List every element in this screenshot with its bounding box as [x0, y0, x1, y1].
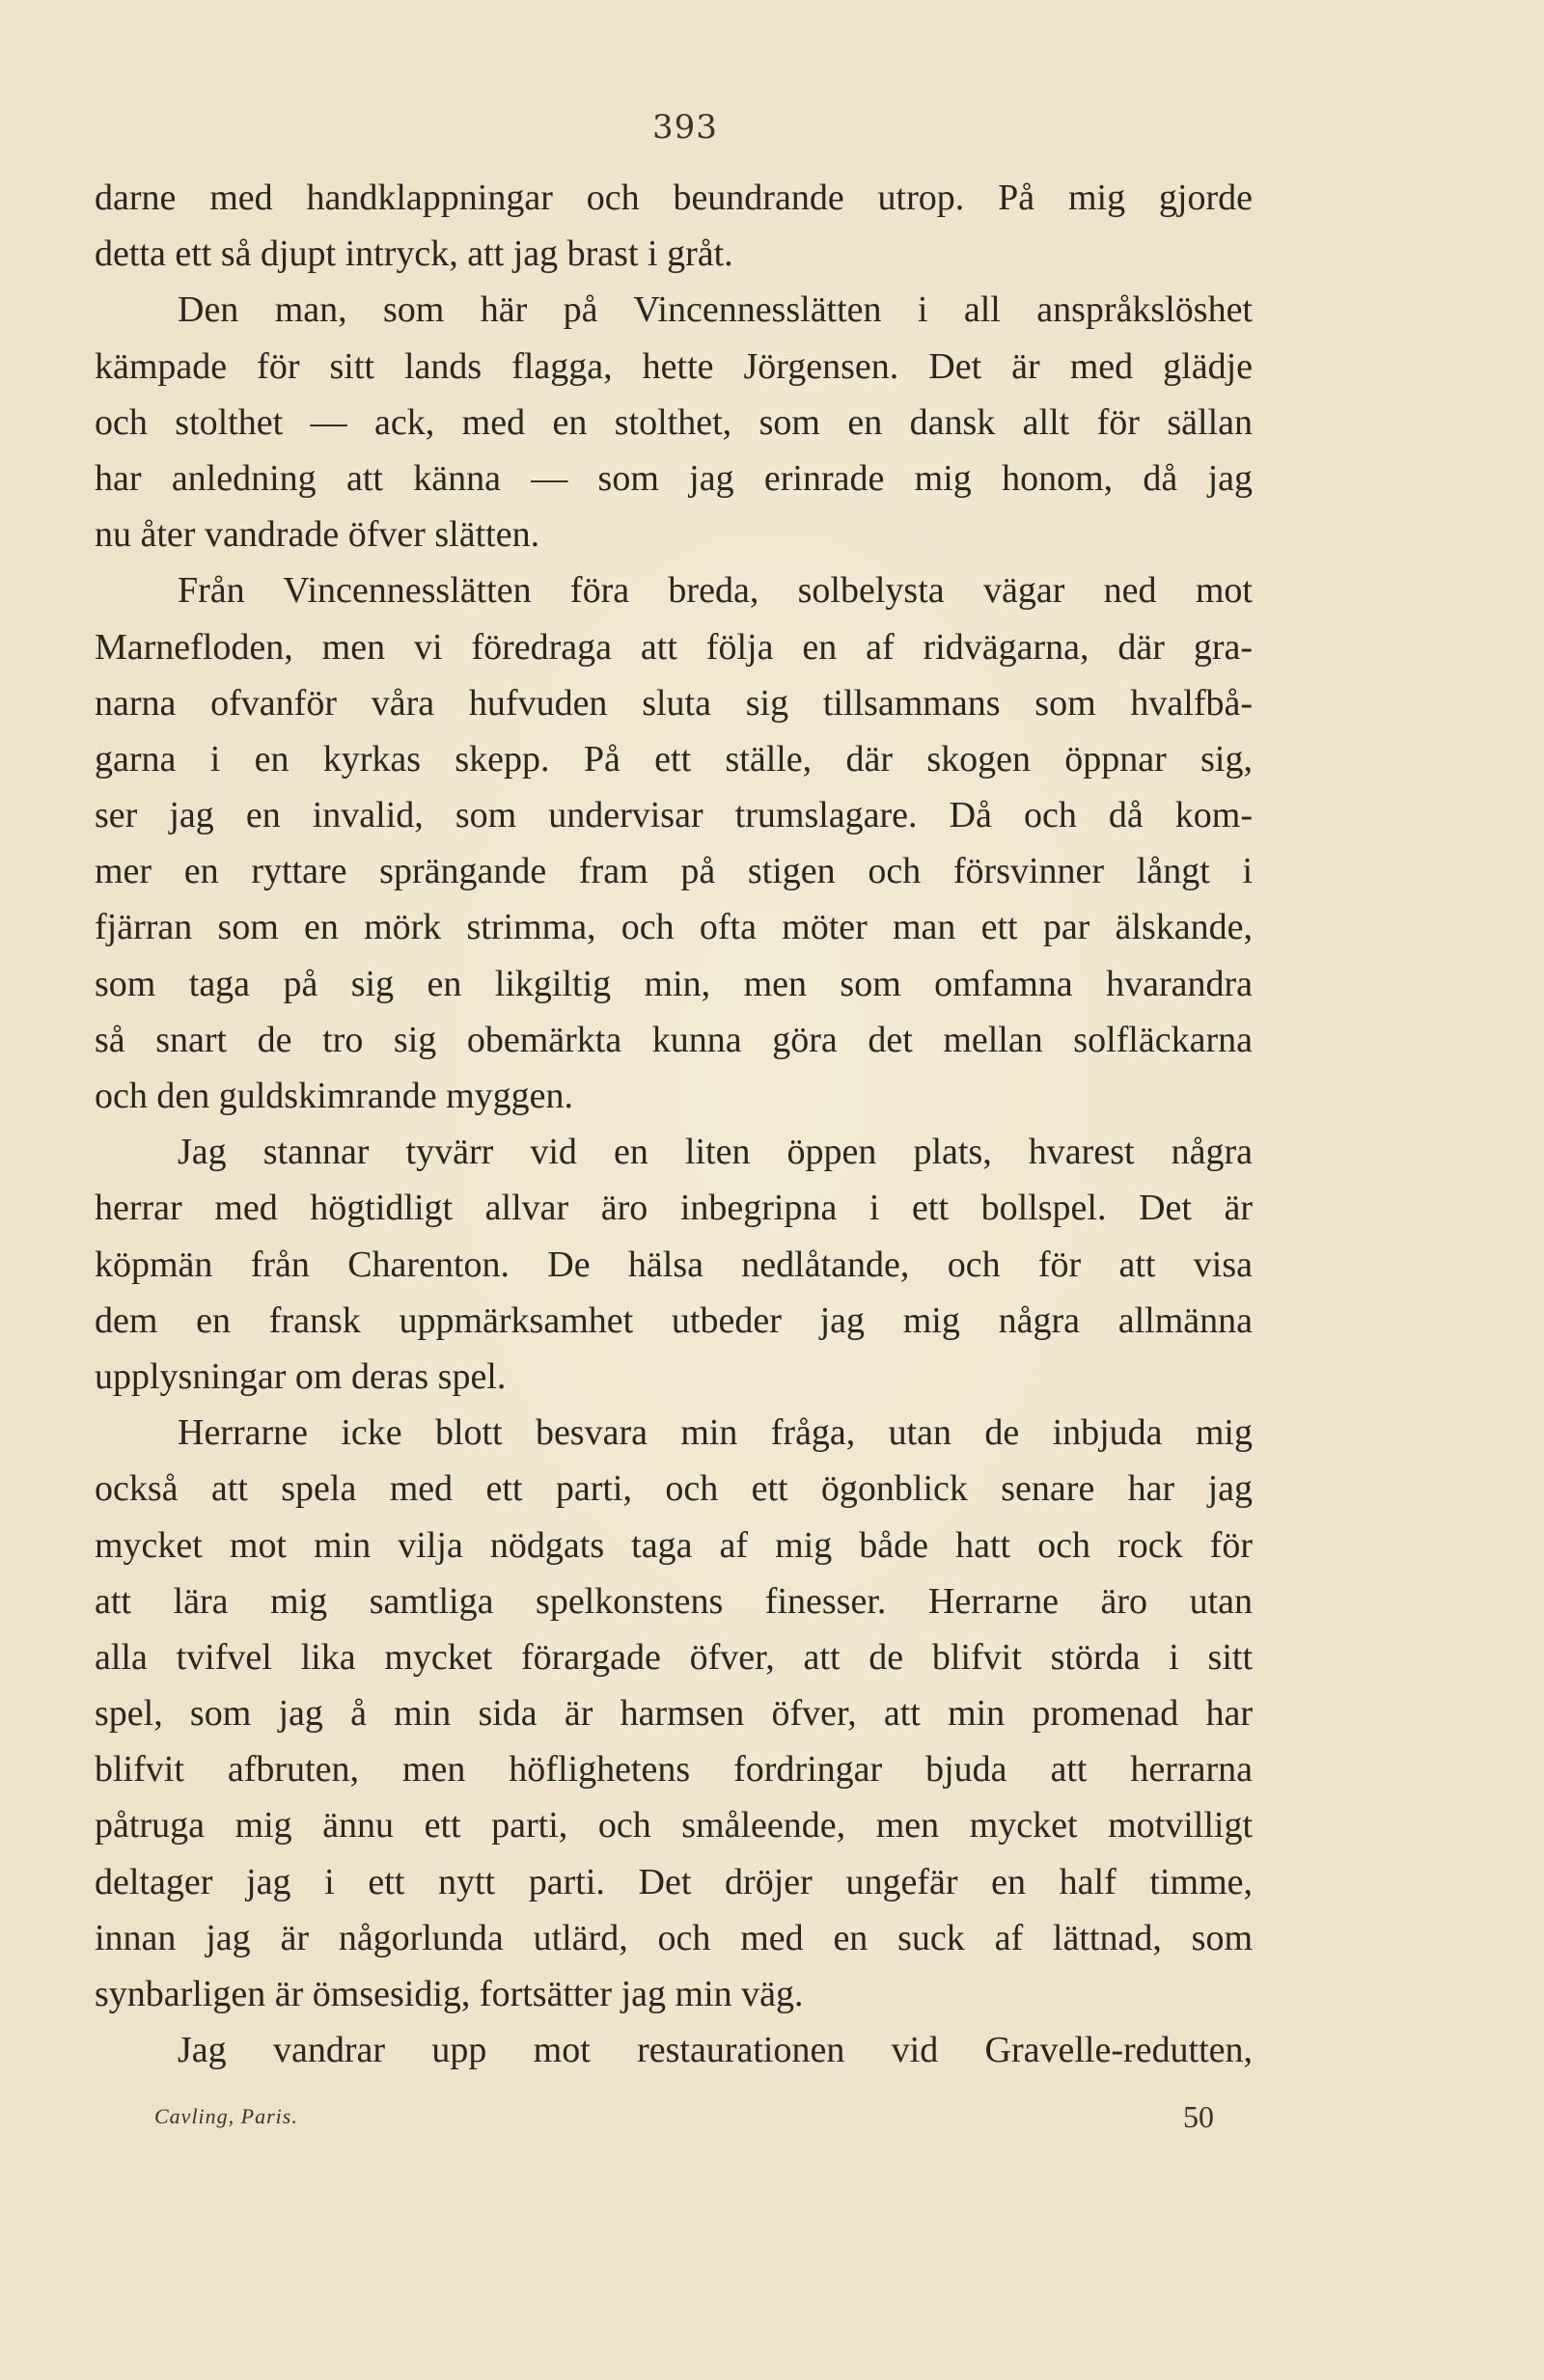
- text-line: Herrarne icke blott besvara min fråga, utan de inbjuda mig: [178, 1412, 1253, 1454]
- text-line: att lära mig samtliga spelkonstens finesser. Herrarne äro utan: [95, 1580, 1253, 1622]
- text-line: blifvit afbruten, men höflighetens fordringar bjuda att herrarna: [95, 1749, 1253, 1791]
- text-line: innan jag är någorlunda utlärd, och med en suck af lättnad, som: [95, 1917, 1253, 1958]
- paragraph: [95, 170, 1253, 282]
- body-text: [95, 170, 1253, 2078]
- text-line: dem en fransk uppmärksamhet utbeder jag mig några allmänna: [95, 1299, 1253, 1341]
- text-line: mer en ryttare sprängande fram på stigen och försvinner långt i: [95, 851, 1253, 892]
- text-line: alla tvifvel lika mycket förargade öfver, att de blifvit störda i sitt: [95, 1636, 1253, 1678]
- printer-signature: Cavling, Paris.: [154, 2104, 298, 2128]
- text-line: detta ett så djupt intryck, att jag brast i gråt.: [95, 233, 733, 275]
- paragraph: [95, 1124, 1253, 1405]
- paragraph: [95, 2022, 1253, 2078]
- text-line: herrar med högtidligt allvar äro inbegripna i ett bollspel. Det är: [95, 1188, 1253, 1229]
- text-line: mycket mot min vilja nödgats taga af mig både hatt och rock för: [95, 1524, 1253, 1566]
- text-line: synbarligen är ömsesidig, fortsätter jag min väg.: [95, 1974, 804, 2014]
- text-line: Marnefloden, men vi föredraga att följa en af ridvägarna, där gra-: [95, 626, 1253, 668]
- text-line: nu åter vandrade öfver slätten.: [95, 514, 540, 556]
- paragraph: [95, 1405, 1253, 2022]
- text-line: fjärran som en mörk strimma, och ofta möter man ett par älskande,: [95, 907, 1253, 948]
- sheet-number: 50: [1183, 2099, 1214, 2134]
- text-line: upplysningar om deras spel.: [95, 1355, 507, 1397]
- text-line: deltager jag i ett nytt parti. Det dröjer ungefär en half timme,: [95, 1861, 1253, 1902]
- text-line: kämpade för sitt lands flagga, hette Jörgensen. Det är med glädje: [95, 345, 1253, 387]
- text-line: som taga på sig en likgiltig min, men som omfamna hvarandra: [95, 963, 1253, 1004]
- text-line: ser jag en invalid, som undervisar trumslagare. Då och då kom-: [95, 795, 1253, 836]
- text-line: också att spela med ett parti, och ett ögonblick senare har jag: [95, 1468, 1253, 1510]
- text-line: garna i en kyrkas skepp. På ett ställe, där skogen öppnar sig,: [95, 738, 1253, 780]
- text-line: Jag vandrar upp mot restaurationen vid Gravelle-redutten,: [178, 2030, 1253, 2071]
- text-line: darne med handklappningar och beundrande utrop. På mig gjorde: [95, 178, 1253, 218]
- text-line: och stolthet — ack, med en stolthet, som en dansk allt för sällan: [95, 401, 1253, 443]
- text-line: Den man, som här på Vincennesslätten i all anspråkslöshet: [178, 289, 1253, 331]
- paragraph: [95, 562, 1253, 1124]
- text-line: Från Vincennesslätten föra breda, solbelysta vägar ned mot: [178, 570, 1253, 612]
- page-number: 393: [652, 108, 718, 147]
- text-line: och den guldskimrande myggen.: [95, 1076, 574, 1116]
- text-line: köpmän från Charenton. De hälsa nedlåtande, och för att visa: [95, 1244, 1253, 1285]
- text-line: spel, som jag å min sida är harmsen öfver, att min promenad har: [95, 1693, 1253, 1735]
- text-line: påtruga mig ännu ett parti, och småleende, men mycket motvilligt: [95, 1805, 1253, 1847]
- text-line: Jag stannar tyvärr vid en liten öppen plats, hvarest några: [178, 1132, 1253, 1173]
- text-line: så snart de tro sig obemärkta kunna göra det mellan solfläckarna: [95, 1019, 1253, 1060]
- paragraph: [95, 282, 1253, 562]
- text-line: har anledning att känna — som jag erinrade mig honom, då jag: [95, 457, 1253, 499]
- text-line: narna ofvanför våra hufvuden sluta sig tillsammans som hvalfbå-: [95, 682, 1253, 724]
